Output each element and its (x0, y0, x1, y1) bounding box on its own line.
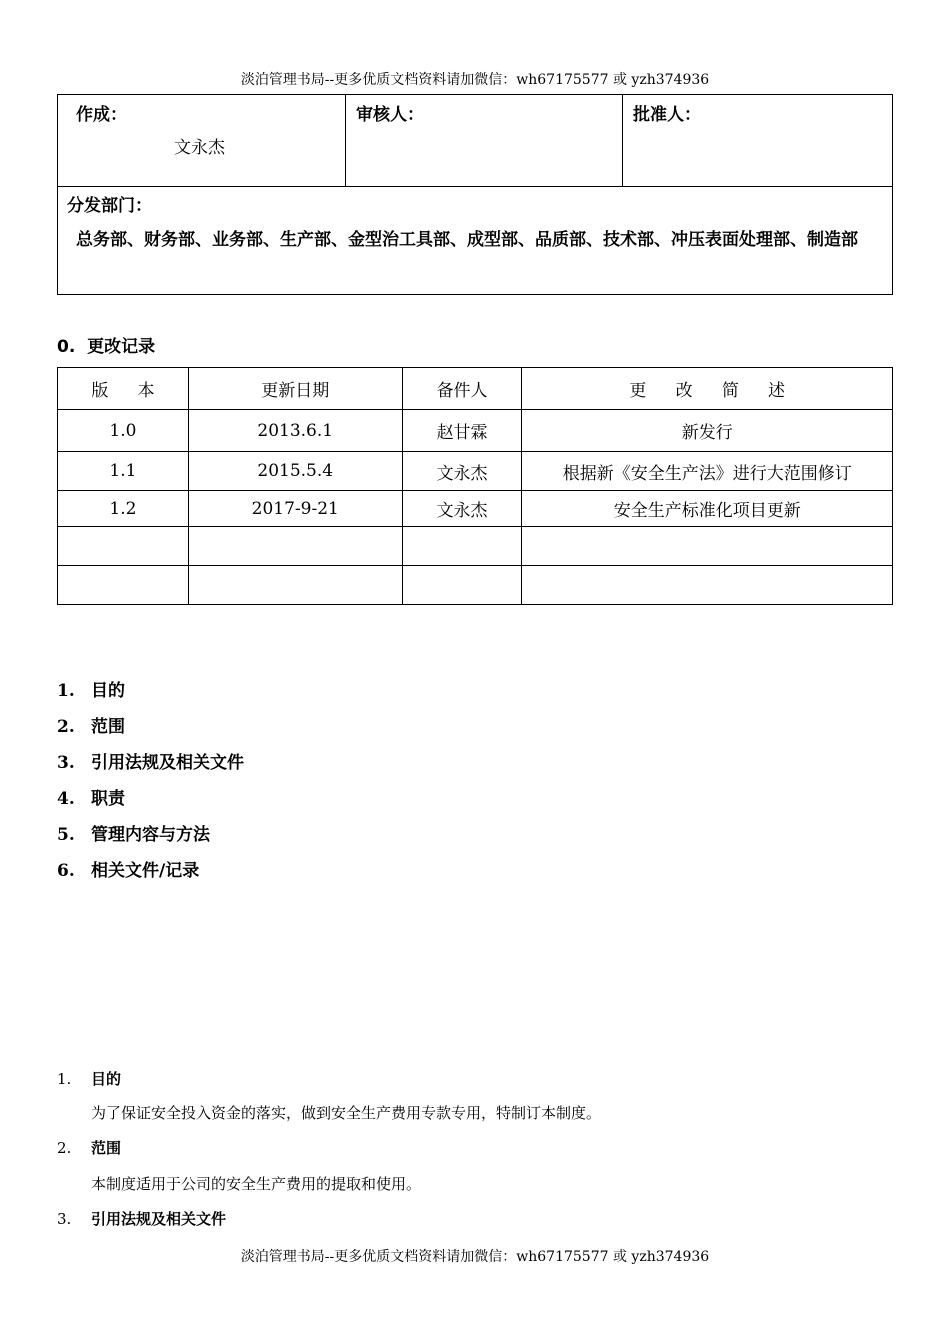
col-version: 版 本 (58, 368, 189, 410)
table-of-contents (57, 679, 244, 895)
row-divider (58, 186, 892, 187)
distribution-list: 总务部、财务部、业务部、生产部、金型治工具部、成型部、品质部、技术部、冲压表面处理部、制造部 (76, 230, 858, 250)
revision-header-row (58, 368, 893, 410)
approval-table (57, 94, 893, 295)
cell-person: 文永杰 (402, 491, 522, 527)
cell-version: 1.2 (58, 491, 189, 527)
section-paragraph: 本制度适用于公司的安全生产费用的提取和使用。 (91, 1175, 422, 1193)
page-header: 淡泊管理书局--更多优质文档资料请加微信：wh67175577 或 yzh374936 (240, 72, 710, 88)
toc-item: 1. 目的 (57, 681, 125, 701)
change-record-heading (57, 332, 155, 357)
reviewer-label: 审核人： (356, 105, 424, 125)
toc-item: 3. 引用法规及相关文件 (57, 753, 244, 773)
cell-date (188, 527, 402, 566)
table-row-empty (58, 566, 893, 605)
cell-person (402, 566, 522, 605)
table-row (58, 491, 893, 527)
prepared-label: 作成： (76, 105, 127, 125)
cell-date: 2015.5.4 (188, 452, 402, 491)
approver-cell (623, 95, 893, 187)
cell-summary (522, 527, 893, 566)
reviewer-cell (346, 95, 623, 187)
change-record-title: 更改记录 (87, 337, 156, 357)
cell-date: 2017-9-21 (188, 491, 402, 527)
cell-summary (522, 566, 893, 605)
cell-version: 1.1 (58, 452, 189, 491)
cell-version (58, 566, 189, 605)
table-row-empty (58, 527, 893, 566)
cell-person: 文永杰 (402, 452, 522, 491)
approver-label: 批准人： (633, 105, 701, 125)
toc-item: 2. 范围 (57, 717, 125, 737)
cell-summary: 根据新《安全生产法》进行大范围修订 (522, 452, 893, 491)
col-summary: 更 改 简 述 (522, 368, 893, 410)
cell-person: 赵甘霖 (402, 410, 522, 452)
cell-summary: 新发行 (522, 410, 893, 452)
section-heading: 3. 引用法规及相关文件 (57, 1210, 227, 1228)
prepared-by: 文永杰 (174, 138, 225, 158)
table-row (58, 452, 893, 491)
table-row (58, 410, 893, 452)
cell-date (188, 566, 402, 605)
col-date: 更新日期 (188, 368, 402, 410)
cell-version (58, 527, 189, 566)
cell-person (402, 527, 522, 566)
section-heading: 2. 范围 (57, 1139, 122, 1157)
cell-version: 1.0 (58, 410, 189, 452)
col-person: 备件人 (402, 368, 522, 410)
cell-date: 2013.6.1 (188, 410, 402, 452)
page-footer: 淡泊管理书局--更多优质文档资料请加微信：wh67175577 或 yzh374936 (240, 1249, 710, 1265)
change-record-number: 0. (57, 337, 76, 357)
toc-item: 6. 相关文件/记录 (57, 861, 200, 881)
toc-item: 4. 职责 (57, 789, 125, 809)
section-heading: 1. 目的 (57, 1070, 122, 1088)
toc-item: 5. 管理内容与方法 (57, 825, 210, 845)
prepared-cell (58, 95, 346, 187)
cell-summary: 安全生产标准化项目更新 (522, 491, 893, 527)
revision-table (57, 367, 893, 605)
section-paragraph: 为了保证安全投入资金的落实，做到安全生产费用专款专用，特制订本制度。 (91, 1104, 602, 1122)
distribution-label: 分发部门： (67, 196, 152, 216)
